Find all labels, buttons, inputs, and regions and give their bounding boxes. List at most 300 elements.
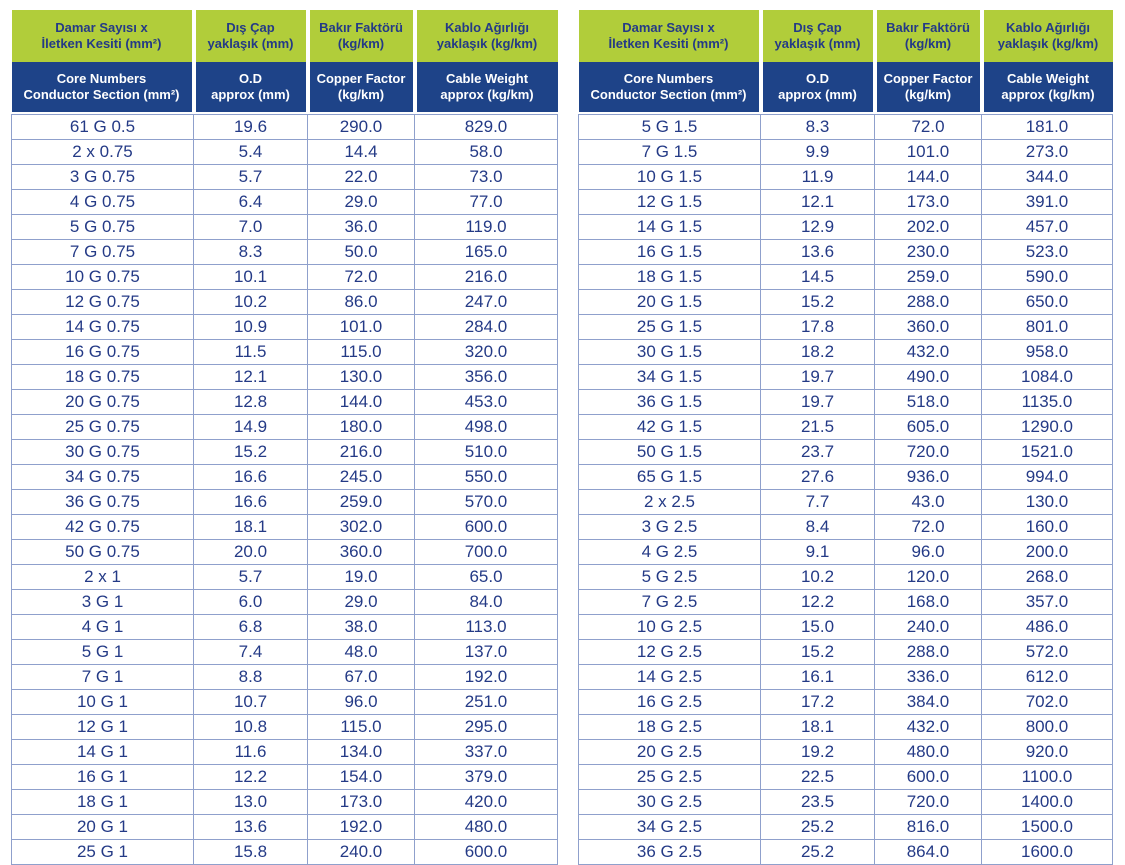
table-row xyxy=(12,140,558,165)
cell-copper-factor: 720.0 xyxy=(875,440,982,465)
cell-outer-diameter: 10.8 xyxy=(194,715,308,740)
cell-outer-diameter: 12.8 xyxy=(194,390,308,415)
header-cable-weight-tr: Kablo Ağırlığı yaklaşık (kg/km) xyxy=(415,10,558,62)
cell-core-section: 10 G 1 xyxy=(12,690,194,715)
table-row xyxy=(12,365,558,390)
cell-copper-factor: 192.0 xyxy=(308,815,415,840)
cell-outer-diameter: 8.3 xyxy=(761,115,875,140)
cell-copper-factor: 19.0 xyxy=(308,565,415,590)
cell-cable-weight: 612.0 xyxy=(982,665,1113,690)
cell-outer-diameter: 16.6 xyxy=(194,465,308,490)
cell-core-section: 2 x 1 xyxy=(12,565,194,590)
cell-outer-diameter: 23.7 xyxy=(761,440,875,465)
cell-outer-diameter: 17.8 xyxy=(761,315,875,340)
table-row xyxy=(12,640,558,665)
cell-copper-factor: 67.0 xyxy=(308,665,415,690)
cell-core-section: 5 G 0.75 xyxy=(12,215,194,240)
cell-core-section: 5 G 1 xyxy=(12,640,194,665)
cell-copper-factor: 43.0 xyxy=(875,490,982,515)
cell-core-section: 18 G 1.5 xyxy=(579,265,761,290)
header-cable-weight-en: Cable Weight approx (kg/km) xyxy=(982,62,1113,112)
cell-cable-weight: 119.0 xyxy=(415,215,558,240)
cell-copper-factor: 144.0 xyxy=(308,390,415,415)
table-row xyxy=(12,490,558,515)
cell-cable-weight: 73.0 xyxy=(415,165,558,190)
cell-outer-diameter: 7.0 xyxy=(194,215,308,240)
cell-cable-weight: 165.0 xyxy=(415,240,558,265)
english-header-row xyxy=(12,62,558,112)
cell-core-section: 4 G 0.75 xyxy=(12,190,194,215)
table-row xyxy=(579,490,1113,515)
cell-core-section: 16 G 1.5 xyxy=(579,240,761,265)
table-row xyxy=(579,665,1113,690)
cell-outer-diameter: 15.0 xyxy=(761,615,875,640)
cell-cable-weight: 344.0 xyxy=(982,165,1113,190)
cell-copper-factor: 173.0 xyxy=(308,790,415,815)
cell-cable-weight: 920.0 xyxy=(982,740,1113,765)
table-row xyxy=(579,265,1113,290)
cell-copper-factor: 288.0 xyxy=(875,640,982,665)
cell-copper-factor: 72.0 xyxy=(308,265,415,290)
cell-copper-factor: 384.0 xyxy=(875,690,982,715)
cell-cable-weight: 251.0 xyxy=(415,690,558,715)
table-row xyxy=(12,790,558,815)
cell-cable-weight: 216.0 xyxy=(415,265,558,290)
cell-core-section: 50 G 0.75 xyxy=(12,540,194,565)
cell-core-section: 36 G 1.5 xyxy=(579,390,761,415)
cell-copper-factor: 120.0 xyxy=(875,565,982,590)
cell-cable-weight: 457.0 xyxy=(982,215,1113,240)
table-row xyxy=(579,440,1113,465)
cell-outer-diameter: 11.6 xyxy=(194,740,308,765)
table-row xyxy=(12,540,558,565)
header-core-numbers-en: Core Numbers Conductor Section (mm²) xyxy=(12,62,194,112)
cell-copper-factor: 115.0 xyxy=(308,715,415,740)
table-row xyxy=(12,690,558,715)
turkish-header-row xyxy=(579,10,1113,62)
cell-outer-diameter: 13.6 xyxy=(761,240,875,265)
table-row xyxy=(12,565,558,590)
cell-cable-weight: 1521.0 xyxy=(982,440,1113,465)
cell-cable-weight: 600.0 xyxy=(415,840,558,865)
cell-copper-factor: 259.0 xyxy=(308,490,415,515)
table-row xyxy=(579,415,1113,440)
cell-core-section: 5 G 1.5 xyxy=(579,115,761,140)
cell-outer-diameter: 15.2 xyxy=(761,640,875,665)
cell-outer-diameter: 22.5 xyxy=(761,765,875,790)
cell-core-section: 16 G 2.5 xyxy=(579,690,761,715)
cell-outer-diameter: 16.1 xyxy=(761,665,875,690)
cell-cable-weight: 702.0 xyxy=(982,690,1113,715)
cell-core-section: 50 G 1.5 xyxy=(579,440,761,465)
table-row xyxy=(12,715,558,740)
cell-outer-diameter: 10.2 xyxy=(761,565,875,590)
cell-outer-diameter: 19.7 xyxy=(761,365,875,390)
cell-copper-factor: 360.0 xyxy=(308,540,415,565)
cell-copper-factor: 38.0 xyxy=(308,615,415,640)
cell-copper-factor: 180.0 xyxy=(308,415,415,440)
cell-cable-weight: 523.0 xyxy=(982,240,1113,265)
cell-copper-factor: 72.0 xyxy=(875,115,982,140)
cell-cable-weight: 284.0 xyxy=(415,315,558,340)
cable-table-right xyxy=(578,10,1113,865)
cell-outer-diameter: 9.1 xyxy=(761,540,875,565)
right-table-body xyxy=(579,115,1113,865)
cell-copper-factor: 288.0 xyxy=(875,290,982,315)
cell-copper-factor: 432.0 xyxy=(875,340,982,365)
cell-cable-weight: 273.0 xyxy=(982,140,1113,165)
cell-core-section: 3 G 1 xyxy=(12,590,194,615)
cell-cable-weight: 486.0 xyxy=(982,615,1113,640)
header-core-numbers-tr: Damar Sayısı x İletken Kesiti (mm²) xyxy=(579,10,761,62)
table-row xyxy=(12,740,558,765)
cell-copper-factor: 173.0 xyxy=(875,190,982,215)
cell-core-section: 12 G 0.75 xyxy=(12,290,194,315)
cell-core-section: 5 G 2.5 xyxy=(579,565,761,590)
header-copper-factor-tr: Bakır Faktörü (kg/km) xyxy=(875,10,982,62)
cell-outer-diameter: 21.5 xyxy=(761,415,875,440)
header-core-numbers-en: Core Numbers Conductor Section (mm²) xyxy=(579,62,761,112)
cell-core-section: 18 G 0.75 xyxy=(12,365,194,390)
cell-cable-weight: 600.0 xyxy=(415,515,558,540)
turkish-header-row xyxy=(12,10,558,62)
cell-core-section: 34 G 1.5 xyxy=(579,365,761,390)
cell-core-section: 42 G 1.5 xyxy=(579,415,761,440)
cell-core-section: 61 G 0.5 xyxy=(12,115,194,140)
table-row xyxy=(12,615,558,640)
cell-cable-weight: 1290.0 xyxy=(982,415,1113,440)
cell-cable-weight: 65.0 xyxy=(415,565,558,590)
cell-outer-diameter: 8.8 xyxy=(194,665,308,690)
cell-copper-factor: 720.0 xyxy=(875,790,982,815)
cell-core-section: 12 G 1 xyxy=(12,715,194,740)
table-row xyxy=(12,815,558,840)
cell-copper-factor: 101.0 xyxy=(875,140,982,165)
table-row xyxy=(12,215,558,240)
cell-core-section: 25 G 0.75 xyxy=(12,415,194,440)
cell-copper-factor: 259.0 xyxy=(875,265,982,290)
cell-cable-weight: 200.0 xyxy=(982,540,1113,565)
cell-copper-factor: 936.0 xyxy=(875,465,982,490)
header-od-en: O.D approx (mm) xyxy=(761,62,875,112)
cell-core-section: 30 G 1.5 xyxy=(579,340,761,365)
table-row xyxy=(12,765,558,790)
cell-outer-diameter: 5.7 xyxy=(194,565,308,590)
cell-cable-weight: 247.0 xyxy=(415,290,558,315)
table-row xyxy=(12,415,558,440)
cell-core-section: 25 G 1 xyxy=(12,840,194,865)
cell-core-section: 65 G 1.5 xyxy=(579,465,761,490)
header-copper-factor-en: Copper Factor (kg/km) xyxy=(308,62,415,112)
cell-copper-factor: 144.0 xyxy=(875,165,982,190)
cell-core-section: 34 G 2.5 xyxy=(579,815,761,840)
cell-cable-weight: 510.0 xyxy=(415,440,558,465)
cell-cable-weight: 113.0 xyxy=(415,615,558,640)
table-row xyxy=(12,390,558,415)
cell-cable-weight: 480.0 xyxy=(415,815,558,840)
table-row xyxy=(579,615,1113,640)
cell-outer-diameter: 19.2 xyxy=(761,740,875,765)
cell-outer-diameter: 18.1 xyxy=(194,515,308,540)
cell-cable-weight: 590.0 xyxy=(982,265,1113,290)
cell-copper-factor: 432.0 xyxy=(875,715,982,740)
header-core-numbers-tr: Damar Sayısı x İletken Kesiti (mm²) xyxy=(12,10,194,62)
cell-core-section: 14 G 0.75 xyxy=(12,315,194,340)
cell-outer-diameter: 12.9 xyxy=(761,215,875,240)
cell-outer-diameter: 17.2 xyxy=(761,690,875,715)
header-od-en: O.D approx (mm) xyxy=(194,62,308,112)
cell-core-section: 7 G 2.5 xyxy=(579,590,761,615)
cell-cable-weight: 320.0 xyxy=(415,340,558,365)
header-cable-weight-tr: Kablo Ağırlığı yaklaşık (kg/km) xyxy=(982,10,1113,62)
cell-core-section: 10 G 0.75 xyxy=(12,265,194,290)
cell-outer-diameter: 12.2 xyxy=(761,590,875,615)
table-row xyxy=(12,315,558,340)
header-od-tr: Dış Çap yaklaşık (mm) xyxy=(194,10,308,62)
cell-cable-weight: 700.0 xyxy=(415,540,558,565)
cell-outer-diameter: 5.4 xyxy=(194,140,308,165)
cell-cable-weight: 337.0 xyxy=(415,740,558,765)
cell-copper-factor: 29.0 xyxy=(308,590,415,615)
cell-outer-diameter: 13.6 xyxy=(194,815,308,840)
cell-outer-diameter: 15.2 xyxy=(194,440,308,465)
table-row xyxy=(12,240,558,265)
table-row xyxy=(579,365,1113,390)
cell-cable-weight: 572.0 xyxy=(982,640,1113,665)
cell-copper-factor: 14.4 xyxy=(308,140,415,165)
cell-core-section: 2 x 0.75 xyxy=(12,140,194,165)
cell-copper-factor: 50.0 xyxy=(308,240,415,265)
cell-outer-diameter: 9.9 xyxy=(761,140,875,165)
cell-copper-factor: 336.0 xyxy=(875,665,982,690)
cell-cable-weight: 1400.0 xyxy=(982,790,1113,815)
table-row xyxy=(579,390,1113,415)
cell-copper-factor: 290.0 xyxy=(308,115,415,140)
cell-copper-factor: 72.0 xyxy=(875,515,982,540)
table-row xyxy=(12,465,558,490)
cell-cable-weight: 1084.0 xyxy=(982,365,1113,390)
table-row xyxy=(579,565,1113,590)
cell-cable-weight: 58.0 xyxy=(415,140,558,165)
cell-cable-weight: 84.0 xyxy=(415,590,558,615)
cell-core-section: 30 G 0.75 xyxy=(12,440,194,465)
cell-copper-factor: 168.0 xyxy=(875,590,982,615)
cell-core-section: 34 G 0.75 xyxy=(12,465,194,490)
cell-core-section: 14 G 1.5 xyxy=(579,215,761,240)
cell-outer-diameter: 6.0 xyxy=(194,590,308,615)
table-row xyxy=(12,665,558,690)
cell-outer-diameter: 10.7 xyxy=(194,690,308,715)
table-row xyxy=(579,165,1113,190)
table-row xyxy=(579,740,1113,765)
table-row xyxy=(579,790,1113,815)
cell-cable-weight: 800.0 xyxy=(982,715,1113,740)
table-row xyxy=(579,690,1113,715)
cell-outer-diameter: 18.1 xyxy=(761,715,875,740)
cell-cable-weight: 498.0 xyxy=(415,415,558,440)
cell-core-section: 7 G 0.75 xyxy=(12,240,194,265)
cell-cable-weight: 268.0 xyxy=(982,565,1113,590)
cell-copper-factor: 36.0 xyxy=(308,215,415,240)
cell-outer-diameter: 13.0 xyxy=(194,790,308,815)
cell-copper-factor: 816.0 xyxy=(875,815,982,840)
cell-outer-diameter: 19.6 xyxy=(194,115,308,140)
cell-cable-weight: 650.0 xyxy=(982,290,1113,315)
table-row xyxy=(12,590,558,615)
table-row xyxy=(12,290,558,315)
cell-cable-weight: 829.0 xyxy=(415,115,558,140)
cell-copper-factor: 86.0 xyxy=(308,290,415,315)
table-row xyxy=(579,815,1113,840)
cell-cable-weight: 181.0 xyxy=(982,115,1113,140)
table-row xyxy=(579,840,1113,865)
cell-outer-diameter: 10.2 xyxy=(194,290,308,315)
cell-outer-diameter: 23.5 xyxy=(761,790,875,815)
cell-outer-diameter: 18.2 xyxy=(761,340,875,365)
cell-core-section: 16 G 1 xyxy=(12,765,194,790)
table-row xyxy=(579,240,1113,265)
cell-outer-diameter: 7.4 xyxy=(194,640,308,665)
table-row xyxy=(12,115,558,140)
cell-cable-weight: 391.0 xyxy=(982,190,1113,215)
cell-core-section: 14 G 2.5 xyxy=(579,665,761,690)
table-row xyxy=(12,265,558,290)
cell-copper-factor: 96.0 xyxy=(308,690,415,715)
cell-core-section: 14 G 1 xyxy=(12,740,194,765)
table-row xyxy=(579,640,1113,665)
cell-core-section: 36 G 2.5 xyxy=(579,840,761,865)
cell-core-section: 20 G 0.75 xyxy=(12,390,194,415)
table-row xyxy=(579,340,1113,365)
table-row xyxy=(12,190,558,215)
cell-outer-diameter: 6.8 xyxy=(194,615,308,640)
left-table-body xyxy=(12,115,558,865)
cell-outer-diameter: 7.7 xyxy=(761,490,875,515)
cell-outer-diameter: 12.1 xyxy=(761,190,875,215)
table-row xyxy=(579,465,1113,490)
cell-outer-diameter: 27.6 xyxy=(761,465,875,490)
cell-core-section: 25 G 2.5 xyxy=(579,765,761,790)
cell-cable-weight: 453.0 xyxy=(415,390,558,415)
cell-core-section: 25 G 1.5 xyxy=(579,315,761,340)
cell-cable-weight: 994.0 xyxy=(982,465,1113,490)
cell-outer-diameter: 8.3 xyxy=(194,240,308,265)
cell-copper-factor: 302.0 xyxy=(308,515,415,540)
cell-cable-weight: 801.0 xyxy=(982,315,1113,340)
cell-copper-factor: 130.0 xyxy=(308,365,415,390)
cell-outer-diameter: 25.2 xyxy=(761,840,875,865)
cell-cable-weight: 1500.0 xyxy=(982,815,1113,840)
table-row xyxy=(579,540,1113,565)
cell-outer-diameter: 14.5 xyxy=(761,265,875,290)
cell-cable-weight: 958.0 xyxy=(982,340,1113,365)
cell-cable-weight: 160.0 xyxy=(982,515,1113,540)
cell-outer-diameter: 6.4 xyxy=(194,190,308,215)
cell-core-section: 20 G 1.5 xyxy=(579,290,761,315)
cell-copper-factor: 216.0 xyxy=(308,440,415,465)
cell-copper-factor: 480.0 xyxy=(875,740,982,765)
cell-copper-factor: 230.0 xyxy=(875,240,982,265)
cell-outer-diameter: 19.7 xyxy=(761,390,875,415)
cell-copper-factor: 115.0 xyxy=(308,340,415,365)
cell-outer-diameter: 8.4 xyxy=(761,515,875,540)
cell-copper-factor: 240.0 xyxy=(308,840,415,865)
cell-core-section: 36 G 0.75 xyxy=(12,490,194,515)
cell-core-section: 18 G 2.5 xyxy=(579,715,761,740)
cell-core-section: 16 G 0.75 xyxy=(12,340,194,365)
cell-cable-weight: 1100.0 xyxy=(982,765,1113,790)
cell-cable-weight: 356.0 xyxy=(415,365,558,390)
cell-outer-diameter: 14.9 xyxy=(194,415,308,440)
cell-core-section: 10 G 2.5 xyxy=(579,615,761,640)
cell-copper-factor: 134.0 xyxy=(308,740,415,765)
cell-copper-factor: 154.0 xyxy=(308,765,415,790)
cell-copper-factor: 48.0 xyxy=(308,640,415,665)
cell-cable-weight: 1135.0 xyxy=(982,390,1113,415)
header-cable-weight-en: Cable Weight approx (kg/km) xyxy=(415,62,558,112)
cell-core-section: 42 G 0.75 xyxy=(12,515,194,540)
cell-outer-diameter: 20.0 xyxy=(194,540,308,565)
table-row xyxy=(12,515,558,540)
table-row xyxy=(579,715,1113,740)
header-od-tr: Dış Çap yaklaşık (mm) xyxy=(761,10,875,62)
cell-copper-factor: 101.0 xyxy=(308,315,415,340)
cell-cable-weight: 130.0 xyxy=(982,490,1113,515)
cell-outer-diameter: 10.9 xyxy=(194,315,308,340)
cell-core-section: 4 G 1 xyxy=(12,615,194,640)
cell-copper-factor: 29.0 xyxy=(308,190,415,215)
cell-cable-weight: 192.0 xyxy=(415,665,558,690)
cell-copper-factor: 22.0 xyxy=(308,165,415,190)
cell-core-section: 20 G 2.5 xyxy=(579,740,761,765)
cell-outer-diameter: 12.1 xyxy=(194,365,308,390)
table-row xyxy=(12,840,558,865)
cell-core-section: 10 G 1.5 xyxy=(579,165,761,190)
cell-copper-factor: 864.0 xyxy=(875,840,982,865)
cell-core-section: 18 G 1 xyxy=(12,790,194,815)
cell-core-section: 3 G 2.5 xyxy=(579,515,761,540)
cell-outer-diameter: 25.2 xyxy=(761,815,875,840)
cell-cable-weight: 295.0 xyxy=(415,715,558,740)
cell-core-section: 7 G 1.5 xyxy=(579,140,761,165)
table-row xyxy=(579,140,1113,165)
cell-core-section: 30 G 2.5 xyxy=(579,790,761,815)
cell-cable-weight: 379.0 xyxy=(415,765,558,790)
cell-outer-diameter: 15.2 xyxy=(761,290,875,315)
cell-outer-diameter: 11.9 xyxy=(761,165,875,190)
cell-outer-diameter: 15.8 xyxy=(194,840,308,865)
cell-core-section: 2 x 2.5 xyxy=(579,490,761,515)
table-row xyxy=(579,590,1113,615)
cell-copper-factor: 240.0 xyxy=(875,615,982,640)
cell-core-section: 12 G 2.5 xyxy=(579,640,761,665)
table-row xyxy=(579,315,1113,340)
table-row xyxy=(579,515,1113,540)
cell-copper-factor: 600.0 xyxy=(875,765,982,790)
header-copper-factor-en: Copper Factor (kg/km) xyxy=(875,62,982,112)
cell-core-section: 3 G 0.75 xyxy=(12,165,194,190)
cell-outer-diameter: 5.7 xyxy=(194,165,308,190)
cell-copper-factor: 490.0 xyxy=(875,365,982,390)
cell-cable-weight: 550.0 xyxy=(415,465,558,490)
cell-copper-factor: 360.0 xyxy=(875,315,982,340)
table-row xyxy=(12,165,558,190)
table-row xyxy=(579,115,1113,140)
cell-core-section: 20 G 1 xyxy=(12,815,194,840)
cell-copper-factor: 518.0 xyxy=(875,390,982,415)
cell-cable-weight: 1600.0 xyxy=(982,840,1113,865)
cell-outer-diameter: 12.2 xyxy=(194,765,308,790)
